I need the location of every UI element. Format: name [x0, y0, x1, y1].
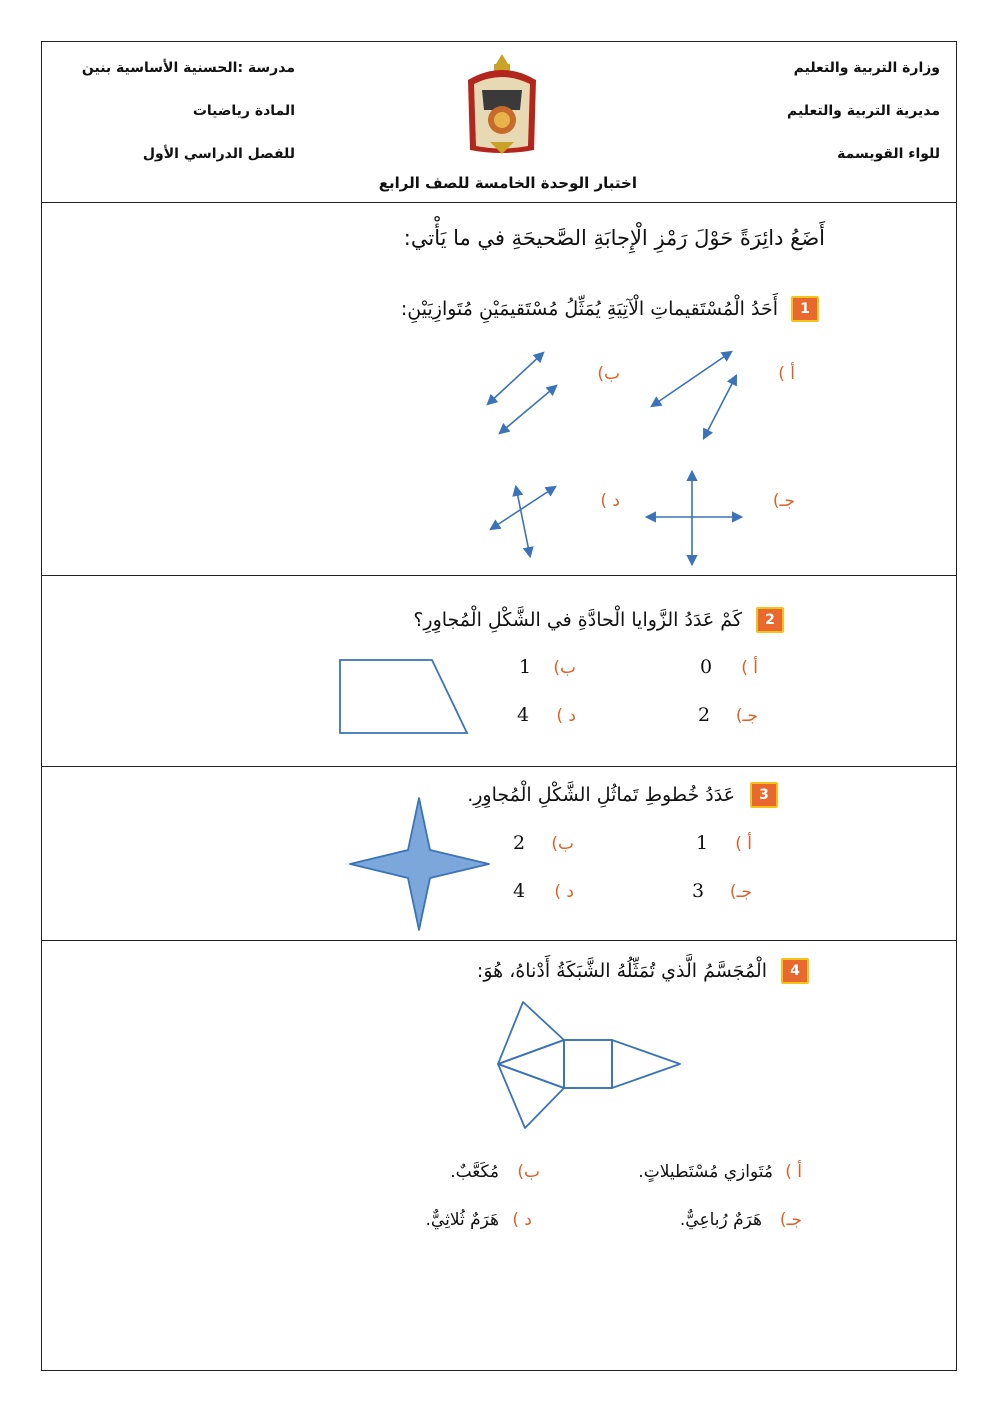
question-4-text: الْمُجَسَّمُ الَّذي تُمَثِّلُهُ الشَّبَكَةُ أَدْناهُ، هُوَ:: [476, 960, 767, 982]
q1-a-line-1: [652, 352, 731, 406]
q4-option-a-label[interactable]: أ ): [785, 1162, 802, 1182]
q2-option-a-value: 0: [700, 656, 713, 678]
divider-q3-q4: [41, 940, 957, 941]
semester-name: للفصل الدراسي الأول: [142, 146, 295, 162]
q4-option-b-label[interactable]: ب): [517, 1162, 540, 1182]
subject-name: المادة رياضيات: [192, 103, 295, 119]
q3-option-d-value: 4: [513, 880, 526, 902]
q4-option-b-value: مُكَعَّبٌ.: [450, 1162, 499, 1182]
question-4-badge: 4: [781, 958, 809, 984]
q1-b-line-1: [488, 353, 543, 404]
q1-d-line-2: [516, 487, 530, 556]
q4-option-c-label[interactable]: جـ): [779, 1210, 802, 1230]
question-1-badge: 1: [791, 296, 819, 322]
directorate-name: مديرية التربية والتعليم: [787, 103, 940, 119]
q3-option-a-label[interactable]: أ ): [735, 834, 752, 854]
q3-option-c-label[interactable]: جـ): [729, 882, 752, 902]
q3-option-d-label[interactable]: د ): [554, 882, 574, 902]
question-2-text: كَمْ عَدَدُ الزَّوايا الْحادَّةِ في الشَّكْلِ الْمُجاوِرِ؟: [413, 609, 742, 631]
q2-option-d-value: 4: [517, 704, 530, 726]
ministry-name: وزارة التربية والتعليم: [793, 60, 940, 76]
q3-option-b-label[interactable]: ب): [551, 834, 574, 854]
q1-a-line-2: [704, 376, 736, 438]
divider-q2-q3: [41, 766, 957, 767]
instruction-text: أَضَعُ دائِرَةً حَوْلَ رَمْزِ الْإِجابَةِ الصَّحيحَةِ في ما يَأْتي:: [403, 226, 825, 250]
q4-option-d-value: هَرَمٌ ثُلاثِيٌّ.: [425, 1210, 499, 1230]
q2-trapezoid-figure: [330, 652, 480, 742]
question-3-badge: 3: [750, 782, 778, 808]
q4-option-c-value: هَرَمٌ رُباعِيٌّ.: [679, 1210, 762, 1230]
q1-line-figures: [470, 340, 770, 570]
q3-star-figure: [345, 795, 495, 935]
question-2-badge: 2: [756, 607, 784, 633]
divider-q1-q2: [41, 575, 957, 576]
q3-option-c-value: 3: [692, 880, 705, 902]
q1-option-c-label[interactable]: جـ): [772, 491, 795, 511]
school-name: مدرسة :الحسنية الأساسية بنين: [81, 60, 295, 76]
header-divider: [41, 202, 957, 203]
q3-option-b-value: 2: [513, 832, 526, 854]
q4-option-a-value: مُتَوازي مُسْتَطيلاتٍ.: [638, 1162, 773, 1182]
exam-title: اختبار الوحدة الخامسة للصف الرابع: [378, 174, 637, 192]
q4-net-figure: [488, 995, 688, 1135]
district-name: للواء القويسمة: [837, 146, 940, 162]
q2-option-b-value: 1: [519, 656, 532, 678]
q2-option-d-label[interactable]: د ): [556, 706, 576, 726]
q2-option-b-label[interactable]: ب): [553, 658, 576, 678]
coat-of-arms-emblem: [460, 50, 544, 158]
question-3-text: عَدَدُ خُطوطِ تَماثُلِ الشَّكْلِ الْمُجاوِرِ.: [467, 784, 735, 806]
q4-option-d-label[interactable]: د ): [512, 1210, 532, 1230]
q1-option-b-label[interactable]: ب): [597, 364, 620, 384]
question-1-text: أَحَدُ الْمُسْتَقيماتِ الْآتِيَةِ يُمَثِّلُ مُسْتَقيمَيْنِ مُتَوازِيَيْنِ:: [400, 298, 778, 320]
q1-option-a-label[interactable]: أ ): [778, 364, 795, 384]
q2-option-a-label[interactable]: أ ): [741, 658, 758, 678]
q2-option-c-value: 2: [698, 704, 711, 726]
q1-option-d-label[interactable]: د ): [600, 491, 620, 511]
q3-option-a-value: 1: [696, 832, 709, 854]
q2-option-c-label[interactable]: جـ): [735, 706, 758, 726]
q1-b-line-2: [500, 386, 556, 433]
